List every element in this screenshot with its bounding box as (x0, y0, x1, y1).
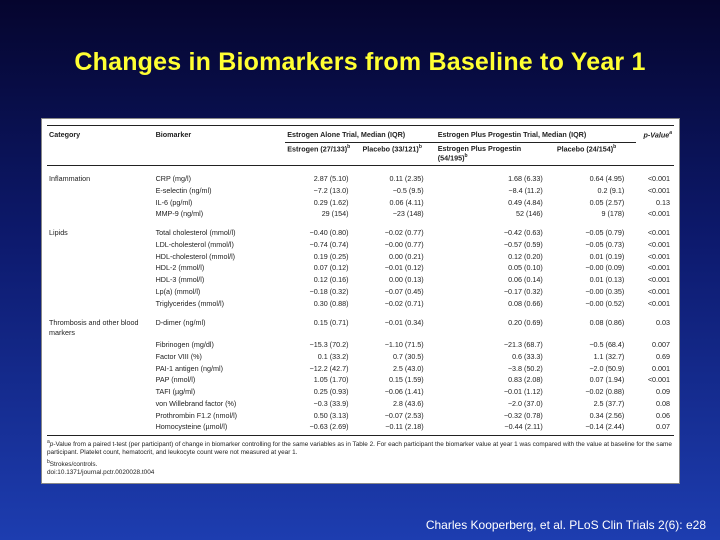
cell-ea-pla: 0.15 (1.59) (388, 375, 424, 385)
cell-ep-est: 0.05 (0.10) (508, 263, 543, 273)
cell-biomarker: D-dimer (ng/ml) (155, 317, 206, 327)
cell-category (47, 410, 154, 422)
cell-ea-pla: −0.01 (0.12) (384, 263, 424, 273)
cell-biomarker: TAFI (µg/ml) (155, 387, 196, 397)
cell-ep-pla: −0.00 (0.09) (585, 263, 625, 273)
cell-ep-est: −2.0 (37.0) (507, 398, 543, 408)
cell-category (47, 286, 154, 298)
header-category: Category (49, 130, 81, 139)
cell-ea-est: 0.07 (0.12) (313, 263, 349, 273)
cell-category (47, 197, 154, 209)
cell-biomarker: HDL-3 (mmol/l) (155, 275, 205, 285)
cell-ea-pla: −1.10 (71.5) (384, 339, 424, 349)
cell-p: 0.001 (652, 363, 670, 373)
cell-category: Lipids (49, 228, 68, 238)
cell-ep-pla: 0.2 (9.1) (597, 185, 625, 195)
cell-ea-pla: −0.07 (0.45) (384, 287, 424, 297)
cell-ea-pla: 0.00 (0.21) (388, 251, 424, 261)
cell-ea-est: −15.3 (70.2) (309, 339, 349, 349)
cell-ep-pla: −0.14 (2.44) (585, 422, 625, 432)
cell-ea-pla: −0.00 (0.77) (384, 239, 424, 249)
cell-ea-est: −0.74 (0.74) (309, 239, 349, 249)
table-row (47, 209, 674, 221)
table-row (47, 375, 674, 387)
table-row (47, 410, 674, 422)
cell-category (47, 375, 154, 387)
cell-ea-pla: 0.00 (0.13) (388, 275, 424, 285)
cell-ea-pla: −0.01 (0.34) (384, 317, 424, 327)
cell-category (47, 422, 154, 435)
cell-biomarker: Homocysteine (µmol/l) (155, 422, 228, 432)
cell-ep-pla: 9 (178) (601, 209, 625, 219)
cell-biomarker: Fibrinogen (mg/dl) (155, 339, 214, 349)
cell-ep-pla: −0.00 (0.52) (585, 298, 625, 308)
header-ep-estrogen-plus-progestin: Estrogen Plus Progestin $(54/195)^b$ (437, 144, 522, 163)
cell-ep-pla: −0.5 (68.4) (589, 339, 625, 349)
cell-ep-pla: −0.00 (0.35) (585, 287, 625, 297)
cell-ep-est: 1.68 (6.33) (508, 173, 543, 183)
table-row (47, 263, 674, 275)
cell-ea-pla: 0.7 (30.5) (392, 351, 424, 361)
table-row (47, 317, 674, 339)
cell-ea-pla: 2.8 (43.6) (392, 398, 424, 408)
table-row (47, 339, 674, 351)
cell-biomarker: Lp(a) (mmol/l) (155, 287, 201, 297)
cell-biomarker: E-selectin (ng/ml) (155, 185, 212, 195)
cell-category (47, 363, 154, 375)
cell-ea-pla: 0.11 (2.35) (389, 173, 424, 183)
cell-ea-est: −7.2 (13.0) (313, 185, 349, 195)
cell-biomarker: CRP (mg/l) (155, 173, 191, 183)
cell-biomarker: LDL-cholesterol (mmol/l) (155, 239, 234, 249)
cell-ep-pla: −0.02 (0.88) (585, 387, 625, 397)
cell-p: <0.001 (647, 275, 670, 285)
table-row (47, 386, 674, 398)
cell-category (47, 298, 154, 310)
cell-ep-est: −0.42 (0.63) (503, 228, 543, 238)
table-row (47, 298, 674, 310)
cell-ea-est: −12.2 (42.7) (309, 363, 349, 373)
header-ep-placebo: Placebo $(24/154)^b$ (556, 144, 617, 154)
cell-category (47, 185, 154, 197)
cell-p: <0.001 (647, 287, 670, 297)
cell-p: 0.69 (656, 351, 670, 361)
cell-ea-pla: −0.06 (1.41) (384, 387, 424, 397)
table-row (47, 398, 674, 410)
table-row (47, 275, 674, 287)
cell-ep-pla: 0.01 (0.19) (589, 251, 625, 261)
table-row (47, 239, 674, 251)
header-ea-estrogen: Estrogen $(27/133)^b$ (287, 144, 351, 154)
cell-p: <0.001 (647, 375, 670, 385)
cell-ea-est: 0.30 (0.88) (313, 298, 349, 308)
table-panel (41, 118, 680, 484)
cell-biomarker: von Willebrand factor (%) (155, 398, 237, 408)
cell-ep-pla: 2.5 (37.7) (593, 398, 625, 408)
cell-ea-pla: −23 (148) (392, 209, 424, 219)
footnote-b: $^b$Strokes/controls. (47, 458, 98, 468)
cell-ep-est: 0.06 (0.14) (508, 275, 543, 285)
cell-ep-pla: 0.08 (0.86) (589, 317, 625, 327)
cell-p: <0.001 (647, 239, 670, 249)
cell-ea-est: 29 (154) (321, 209, 349, 219)
table-row (47, 251, 674, 263)
cell-biomarker: HDL-cholesterol (mmol/l) (155, 251, 236, 261)
cell-ea-est: 0.29 (1.62) (313, 197, 349, 207)
cell-ep-est: −0.44 (2.11) (504, 422, 543, 432)
cell-ea-est: −0.3 (33.9) (313, 398, 349, 408)
header-ea-placebo: Placebo $(33/121)^b$ (362, 144, 422, 154)
cell-ea-est: 1.05 (1.70) (313, 375, 349, 385)
cell-ea-est: 0.12 (0.16) (313, 275, 349, 285)
cell-ea-pla: −0.5 (9.5) (392, 185, 424, 195)
cell-p: <0.001 (647, 228, 670, 238)
cell-ep-est: 0.6 (33.3) (512, 351, 543, 361)
cell-biomarker: HDL-2 (mmol/l) (155, 263, 205, 273)
cell-ep-est: 52 (146) (516, 209, 543, 219)
cell-ep-pla: 0.34 (2.56) (589, 410, 625, 420)
cell-ea-pla: 0.06 (4.11) (389, 197, 424, 207)
cell-p: 0.07 (656, 422, 670, 432)
cell-ea-est: 0.25 (0.93) (313, 387, 349, 397)
cell-ea-est: 0.1 (33.2) (317, 351, 349, 361)
table-row (47, 197, 674, 209)
table-row (47, 228, 674, 240)
cell-ep-est: −3.8 (50.2) (507, 363, 543, 373)
cell-ep-est: −0.17 (0.32) (503, 287, 543, 297)
table-row (47, 173, 674, 185)
cell-ea-est: −0.18 (0.32) (309, 287, 349, 297)
cell-ea-est: −0.63 (2.69) (309, 422, 349, 432)
cell-ep-pla: −0.05 (0.73) (585, 239, 625, 249)
cell-ep-pla: −2.0 (50.9) (589, 363, 625, 373)
cell-ep-est: 0.49 (4.84) (508, 197, 543, 207)
cell-ep-est: −0.01 (1.12) (503, 387, 543, 397)
cell-ep-est: 0.08 (0.66) (508, 298, 543, 308)
cell-category (47, 339, 154, 351)
cell-ep-pla: 0.07 (1.94) (589, 375, 625, 385)
cell-ep-pla: 1.1 (32.7) (593, 351, 625, 361)
cell-category (47, 239, 154, 251)
cell-ep-est: 0.12 (0.20) (508, 251, 543, 261)
header-estrogen-plus-progestin-trial: Estrogen Plus Progestin Trial, Median (IQR) (436, 126, 637, 143)
cell-biomarker: Triglycerides (mmol/l) (155, 298, 224, 308)
cell-ep-pla: −0.05 (0.79) (585, 228, 625, 238)
cell-p: <0.001 (647, 263, 670, 273)
table-row (47, 351, 674, 363)
cell-category (47, 351, 154, 363)
cell-category (47, 398, 154, 410)
cell-biomarker: Factor VIII (%) (155, 351, 202, 361)
cell-ea-pla: −0.02 (0.77) (384, 228, 424, 238)
cell-biomarker: Prothrombin F1.2 (nmol/l) (155, 410, 238, 420)
header-biomarker: Biomarker (155, 130, 192, 139)
cell-biomarker: MMP-9 (ng/ml) (155, 209, 204, 219)
cell-ep-est: −0.57 (0.59) (503, 239, 543, 249)
citation: Charles Kooperberg, et al. PLoS Clin Trials 2(6): e28 (425, 518, 706, 532)
cell-ea-est: −0.40 (0.80) (309, 228, 349, 238)
cell-ea-est: 0.15 (0.71) (313, 317, 349, 327)
cell-category (47, 209, 154, 221)
cell-p: <0.001 (647, 173, 670, 183)
cell-p: <0.001 (647, 251, 670, 261)
table-row (47, 363, 674, 375)
table-body (47, 166, 674, 435)
table-row (47, 286, 674, 298)
cell-biomarker: Total cholesterol (mmol/l) (155, 228, 236, 238)
cell-biomarker: IL-6 (pg/ml) (155, 197, 193, 207)
cell-p: 0.08 (656, 398, 670, 408)
biomarker-table (47, 125, 674, 435)
cell-ea-pla: −0.02 (0.71) (384, 298, 424, 308)
cell-ea-pla: −0.11 (2.18) (385, 422, 424, 432)
cell-ep-est: 0.83 (2.08) (508, 375, 543, 385)
cell-ea-pla: 2.5 (43.0) (392, 363, 424, 373)
cell-category (47, 386, 154, 398)
slide-title: Changes in Biomarkers from Baseline to Year 1 (74, 48, 646, 76)
table-footnotes (47, 435, 674, 477)
doi: doi:10.1371/journal.pctr.0020028.t004 (47, 468, 155, 476)
cell-ep-pla: 0.01 (0.13) (589, 275, 625, 285)
cell-ea-est: 0.19 (0.25) (313, 251, 349, 261)
cell-ea-est: 0.50 (3.13) (313, 410, 349, 420)
cell-biomarker: PAP (nmol/l) (155, 375, 196, 385)
cell-category (47, 263, 154, 275)
table-row (47, 422, 674, 435)
cell-p: 0.06 (656, 410, 670, 420)
header-estrogen-alone-trial: Estrogen Alone Trial, Median (IQR) (285, 126, 435, 143)
cell-ep-est: 0.20 (0.69) (508, 317, 543, 327)
cell-p: <0.001 (647, 209, 670, 219)
table-row (47, 185, 674, 197)
cell-p: <0.001 (647, 298, 670, 308)
cell-p: 0.03 (656, 317, 670, 327)
cell-ea-pla: −0.07 (2.53) (384, 410, 424, 420)
cell-p: 0.13 (656, 197, 670, 207)
cell-category: Inflammation (49, 173, 91, 183)
cell-category (47, 251, 154, 263)
cell-ep-est: −21.3 (68.7) (503, 339, 543, 349)
cell-category (47, 275, 154, 287)
cell-ep-est: −8.4 (11.2) (508, 185, 543, 195)
cell-p: 0.007 (652, 339, 670, 349)
header-p-value: p-Value$^a$ (643, 130, 672, 140)
cell-ea-est: 2.87 (5.10) (313, 173, 349, 183)
cell-p: <0.001 (647, 185, 670, 195)
cell-ep-pla: 0.05 (2.57) (589, 197, 625, 207)
cell-ep-est: −0.32 (0.78) (503, 410, 543, 420)
cell-ep-pla: 0.64 (4.95) (589, 173, 625, 183)
cell-biomarker: PAI-1 antigen (ng/ml) (155, 363, 223, 373)
cell-category: Thrombosis and other blood markers (49, 317, 139, 338)
footnote-a: $^a$p-Value from a paired t-test (per participant) of change in biomarker controlling for the same variables as in Table 2. For each participant the biomarker value at year 1 was compared with the value at baseline for the same participant. Platelet count, hematocrit, and leukocyte count were not measured at year 1. (47, 439, 672, 457)
cell-p: 0.09 (656, 387, 670, 397)
